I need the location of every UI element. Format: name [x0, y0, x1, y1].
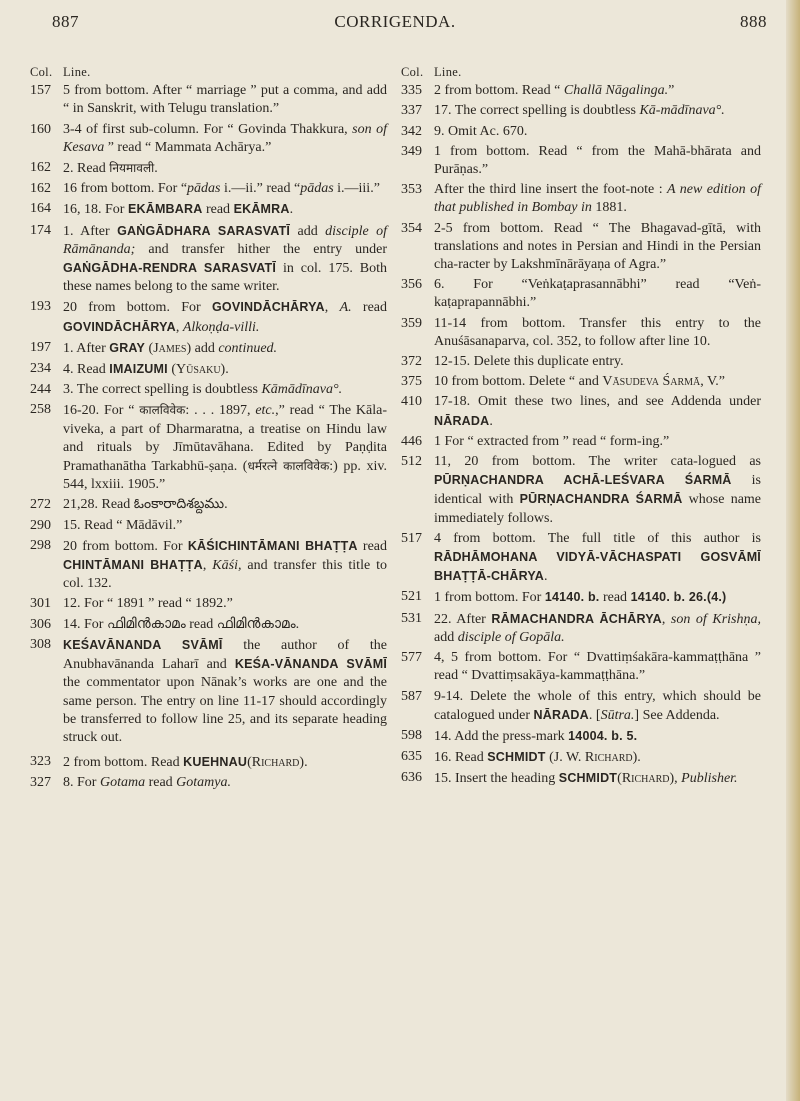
column-number: 290 — [30, 517, 51, 533]
column-headings — [30, 63, 387, 81]
correction-text: 16 from bottom. For “pādas i.—ii.” read “pādas i.—iii.” — [63, 181, 380, 197]
column-number: 335 — [401, 83, 422, 99]
column-number: 598 — [401, 727, 422, 743]
column-number: 531 — [401, 610, 422, 626]
correction-text: KEŚAVĀNANDA SVĀMĪ the author of the Anubhavānanda Laharī and KEŚA-VĀNANDA SVĀMĪ the commentator upon Nānak’s works are one and the same person. The entry on line 11-17 should accordingly be transferred to follow line 25, and its separate heading struck out. — [63, 637, 387, 745]
page-title: CORRIGENDA. — [334, 12, 456, 31]
corrigendum-entry — [401, 82, 761, 100]
corrigendum-entry — [30, 159, 387, 178]
corrigendum-entry — [401, 769, 761, 788]
correction-text: 12-15. Delete this duplicate entry. — [434, 354, 624, 370]
column-number: 244 — [30, 382, 51, 398]
column-number: 193 — [30, 299, 51, 315]
column-number: 306 — [30, 616, 51, 632]
correction-text: 11-14 from bottom. Transfer this entry to the Anuśāsanaparva, col. 352, to follow after line 10. — [434, 315, 761, 349]
correction-text: 2 from bottom. Read KUEHNAU(Richard). — [63, 755, 308, 771]
corrigendum-entry — [401, 588, 761, 607]
corrigendum-entry — [30, 774, 387, 792]
corrigendum-entry — [401, 727, 761, 746]
correction-text: 1. After GRAY (James) add continued. — [63, 340, 278, 356]
column-number: 517 — [401, 530, 422, 546]
correction-text: 22. After RĀMACHANDRA ĀCHĀRYA, son of Krishṇa, add disciple of Gopāla. — [434, 611, 761, 645]
column-number: 162 — [30, 160, 51, 176]
correction-text: 6. For “Veṅkaṭaprasannābhi” read “Veṅ-kaṭaprapannābhi.” — [434, 277, 761, 311]
column-headings — [401, 63, 761, 81]
corrigendum-entry — [30, 537, 387, 594]
column-number: 410 — [401, 394, 422, 410]
col-heading: Col. — [401, 65, 424, 79]
column-number: 174 — [30, 222, 51, 238]
corrigendum-entry — [401, 610, 761, 647]
column-number: 636 — [401, 770, 422, 786]
corrigendum-entry — [401, 220, 761, 275]
correction-text: 2 from bottom. Read “ Challā Nāgalinga.” — [434, 83, 675, 99]
correction-text: 15. Insert the heading SCHMIDT(Richard), Publisher. — [434, 771, 738, 787]
corrigendum-entry — [30, 222, 387, 297]
correction-text: 5 from bottom. After “ marriage ” put a comma, and add “ in Sanskrit, with Telugu translation.” — [63, 83, 387, 117]
correction-text: 4, 5 from bottom. For “ Dvattiṃśakāra-kammaṭṭhāna ” read “ Dvattiṃsakāya-kammaṭṭhāna.” — [434, 650, 761, 684]
corrigendum-entry — [30, 339, 387, 358]
correction-text: 1 from bottom. Read “ from the Mahā-bhārata and Purāṇas.” — [434, 143, 761, 178]
correction-text: 10 from bottom. Delete “ and Vāsudeva Śarmā, V.” — [434, 374, 726, 390]
correction-text: 16-20. For “ कालविवेक: . . . 1897, etc.,” read “ The Kāla-viveka, a part of Dharmaratna, a treatise on Hindu law and rituals by Jīmūtavāhana. Edited by Paṇḍita Pramathanātha Tarkabhū-ṣaṇa. (धर्मरत्ने कालविवेक:) pp. xiv. 544, lxxiii. 1905.” — [63, 403, 388, 493]
corrigendum-entry — [401, 315, 761, 351]
column-number: 298 — [30, 537, 51, 553]
correction-text: 4. Read IMAIZUMI (Yūsaku). — [63, 362, 229, 378]
corrigendum-entry — [401, 649, 761, 685]
column-number: 353 — [401, 182, 422, 198]
correction-text: 14. Add the press-mark 14004. b. 5. — [434, 728, 638, 744]
corrigendum-entry — [30, 121, 387, 157]
column-number: 512 — [401, 454, 422, 470]
left-entry-list — [30, 82, 387, 792]
correction-text: 17. The correct spelling is doubtless Kā-mādīnava°. — [434, 103, 725, 119]
correction-text: 3. The correct spelling is doubtless Kāmādīnava°. — [63, 382, 343, 398]
correction-text: 9-14. Delete the whole of this entry, which should be catalogued under NĀRADA. [Sūtra.] See Addenda. — [434, 688, 761, 723]
column-number: 157 — [30, 83, 51, 99]
column-number: 323 — [30, 754, 51, 770]
page-edge — [786, 0, 800, 1101]
corrigendum-entry — [401, 393, 761, 430]
correction-text: 2. Read नियमावली. — [63, 161, 158, 177]
line-heading: Line. — [63, 65, 91, 79]
correction-text: 21,28. Read ఓంకారాదిశబ్దము. — [63, 497, 228, 513]
corrigendum-entry — [30, 360, 387, 379]
column-number: 164 — [30, 201, 51, 217]
correction-text: 1 For “ extracted from ” read “ form-ing.” — [434, 433, 670, 449]
correction-text: 14. For ഫിമിൻകാമം read ഫിമിൻകാമം. — [63, 616, 300, 632]
column-number: 308 — [30, 636, 51, 652]
right-column — [401, 63, 761, 791]
corrigendum-entry — [401, 530, 761, 587]
corrigendum-entry — [401, 143, 761, 179]
column-number: 349 — [401, 143, 422, 159]
correction-text: 4 from bottom. The full title of this author is RĀDHĀMOHANA VIDYĀ-VĀCHASPATI GOSVĀMĪ BHAṬṬĀ-CHĀRYA. — [434, 530, 761, 585]
correction-text: 2-5 from bottom. Read “ The Bhagavad-gītā, with translations and notes in Persian and Hindi in the Persian cha-racter by Lakshmīnārāyaṇa of Agra.” — [434, 220, 761, 273]
column-number: 521 — [401, 589, 422, 605]
corrigendum-entry — [401, 433, 761, 451]
column-number: 301 — [30, 596, 51, 612]
column-number: 342 — [401, 123, 422, 139]
corrigendum-entry — [30, 200, 387, 219]
corrigendum-entry — [30, 180, 387, 198]
right-page-number: 888 — [740, 12, 767, 31]
column-number: 359 — [401, 315, 422, 331]
column-number: 375 — [401, 374, 422, 390]
corrigendum-entry — [30, 636, 387, 747]
correction-text: 1. After GAṄGĀDHARA SARASVATĪ add disciple of Rāmānanda; and transfer hither the entry under GAṄGĀDHA-RENDRA SARASVATĪ in col. 175. Both these names belong to the same writer. — [63, 223, 387, 295]
correction-text: 3-4 of first sub-column. For “ Govinda Thakkura, son of Kesava ” read “ Mammata Achārya.” — [63, 121, 387, 155]
correction-text: 12. For “ 1891 ” read “ 1892.” — [63, 596, 233, 612]
correction-text: 9. Omit Ac. 670. — [434, 123, 528, 139]
correction-text: 11, 20 from bottom. The writer cata-logued as PŪRṆACHANDRA ACHĀ-LEŚVARA ŚARMĀ is identical with PŪRṆACHANDRA ŚARMĀ whose name immediately follows. — [434, 454, 762, 526]
column-number: 160 — [30, 121, 51, 137]
column-number: 234 — [30, 361, 51, 377]
column-number: 162 — [30, 181, 51, 197]
column-number: 372 — [401, 354, 422, 370]
column-number: 197 — [30, 339, 51, 355]
column-number: 587 — [401, 688, 422, 704]
column-number: 635 — [401, 749, 422, 765]
correction-text: 16. Read SCHMIDT (J. W. Richard). — [434, 750, 641, 766]
correction-text: 17-18. Omit these two lines, and see Addenda under NĀRADA. — [434, 394, 761, 429]
correction-text: 15. Read “ Mādāvil.” — [63, 517, 183, 533]
corrigendum-entry — [401, 353, 761, 371]
corrigendum-entry — [30, 595, 387, 613]
corrigendum-entry — [401, 688, 761, 725]
column-number: 354 — [401, 220, 422, 236]
correction-text: After the third line insert the foot-note : A new edition of that published in Bombay in 1881. — [434, 182, 761, 216]
corrigendum-entry — [30, 496, 387, 514]
column-number: 577 — [401, 650, 422, 666]
column-number: 337 — [401, 103, 422, 119]
corrigendum-entry — [30, 401, 387, 494]
corrigendum-entry — [30, 517, 387, 535]
corrigendum-entry — [30, 82, 387, 118]
line-heading: Line. — [434, 65, 462, 79]
correction-text: 16, 18. For EKĀMBARA read EKĀMRA. — [63, 202, 294, 218]
right-entry-list — [401, 82, 761, 788]
corrigendum-entry — [401, 276, 761, 312]
left-column — [30, 63, 387, 795]
left-page-number: 887 — [52, 12, 79, 31]
corrigendum-entry — [401, 453, 761, 528]
column-number: 327 — [30, 775, 51, 791]
corrigendum-entry — [30, 753, 387, 772]
correction-text: 8. For Gotama read Gotamya. — [63, 775, 231, 791]
correction-text: 1 from bottom. For 14140. b. read 14140. b. 26.(4.) — [434, 590, 727, 606]
column-number: 356 — [401, 277, 422, 293]
col-heading: Col. — [30, 65, 53, 79]
corrigendum-entry — [401, 748, 761, 767]
corrigendum-entry — [30, 381, 387, 399]
corrigendum-entry — [30, 616, 387, 634]
corrigendum-entry — [401, 102, 761, 120]
column-number: 272 — [30, 497, 51, 513]
correction-text: 20 from bottom. For GOVINDĀCHĀRYA, A. read GOVINDĀCHĀRYA, Alkoṇḍa-villi. — [63, 300, 387, 335]
column-number: 446 — [401, 433, 422, 449]
corrigendum-entry — [401, 181, 761, 217]
correction-text: 20 from bottom. For KĀŚICHINTĀMANI BHAṬṬA read CHINTĀMANI BHAṬṬA, Kāśi, and transfer this title to col. 132. — [63, 538, 387, 592]
corrigendum-entry — [30, 298, 387, 336]
corrigendum-entry — [401, 373, 761, 391]
column-number: 258 — [30, 402, 51, 418]
corrigendum-entry — [401, 123, 761, 141]
